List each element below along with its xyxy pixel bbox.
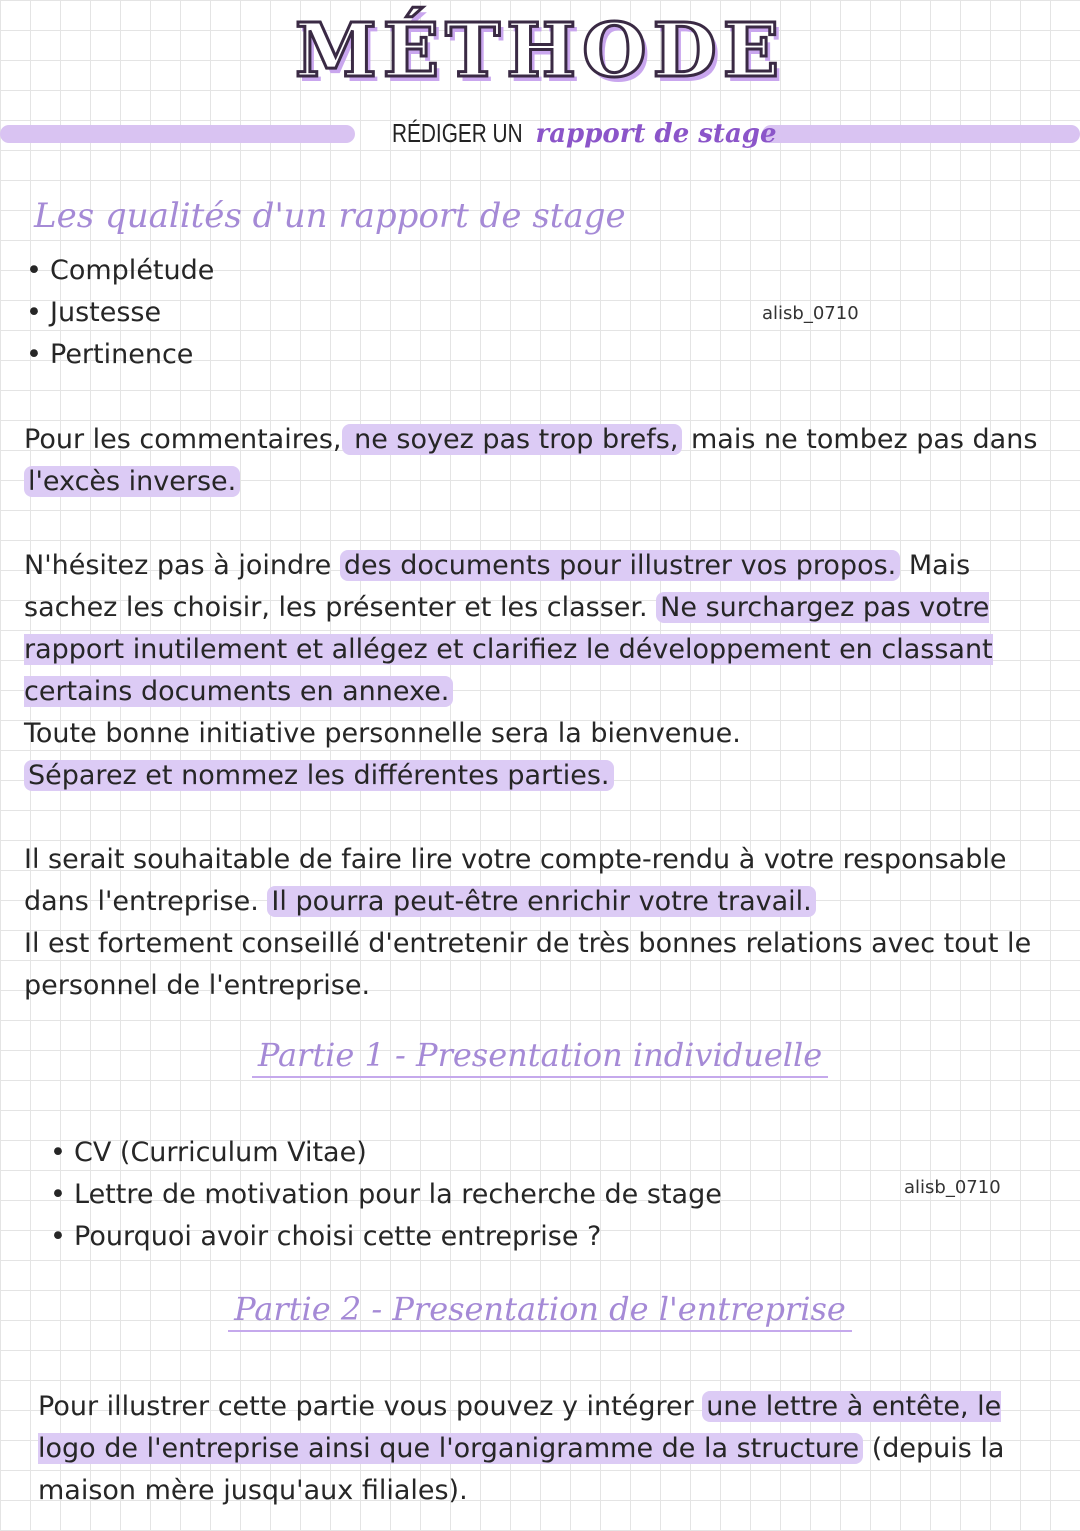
list-item: • Pertinence: [26, 334, 214, 376]
title-band-right: [762, 125, 1080, 143]
partie1-title: Partie 1 - Presentation individuelle: [252, 1036, 828, 1078]
qualites-list: [26, 250, 214, 376]
paragraph-entreprise: [38, 1386, 1038, 1512]
watermark: alisb_0710: [762, 303, 859, 324]
qualites-heading: Les qualités d'un rapport de stage: [34, 196, 626, 236]
partie1-list: [50, 1132, 722, 1258]
paragraph-responsable: [24, 839, 1044, 923]
list-item: • Lettre de motivation pour la recherche de stage: [50, 1174, 722, 1216]
partie1-heading: [0, 1036, 1080, 1074]
page-title: MÉTHODE: [294, 8, 786, 94]
highlight: Il pourra peut-être enrichir votre travail.: [267, 886, 815, 917]
partie2-heading: [0, 1290, 1080, 1328]
watermark-2: alisb_0710: [904, 1177, 1001, 1198]
highlight: Ne surchargez pas votre rapport inutilement et allégez et clarifiez le développement en classant certains documents en annexe.: [24, 592, 993, 707]
partie2-title: Partie 2 - Presentation de l'entreprise: [228, 1290, 852, 1332]
paragraph-documents: [24, 545, 1044, 713]
list-item: • Pourquoi avoir choisi cette entreprise ?: [50, 1216, 722, 1258]
paragraph-relations: Il est fortement conseillé d'entretenir de très bonnes relations avec tout le personnel de l'entreprise.: [24, 928, 1032, 1001]
paragraph-parties: [24, 755, 1044, 797]
list-item: • CV (Curriculum Vitae): [50, 1132, 722, 1174]
title-band-left: [0, 125, 355, 143]
highlight: une lettre à entête, le logo de l'entreprise ainsi que l'organigramme de la structure: [38, 1391, 1002, 1464]
subtitle-plain: RÉDIGER UN: [392, 118, 523, 148]
list-item: • Justesse: [26, 292, 214, 334]
highlight: l'excès inverse.: [24, 466, 240, 497]
text-run: Pour illustrer cette partie vous pouvez y intégrer: [38, 1391, 703, 1422]
text-run: N'hésitez pas à joindre: [24, 550, 340, 581]
list-item: • Complétude: [26, 250, 214, 292]
paragraph-initiative: Toute bonne initiative personnelle sera la bienvenue.: [24, 718, 741, 749]
subtitle-fancy: rapport de stage: [535, 119, 777, 149]
text-run: mais ne tombez pas dans: [682, 424, 1038, 455]
text-run: Mais sachez les choisir, les présenter et les classer.: [24, 550, 971, 623]
highlight: ne soyez pas trop brefs,: [342, 424, 683, 455]
text-run: (depuis la maison mère jusqu'aux filiales).: [38, 1433, 1005, 1506]
highlight: des documents pour illustrer vos propos.: [340, 550, 900, 581]
highlight: Séparez et nommez les différentes parties.: [24, 760, 614, 791]
text-run: Pour les commentaires,: [24, 424, 342, 455]
text-run: Il serait souhaitable de faire lire votre compte-rendu à votre responsable dans l'entreprise.: [24, 844, 1007, 917]
paragraph-commentaires: [24, 419, 1044, 503]
subtitle: [392, 118, 777, 149]
